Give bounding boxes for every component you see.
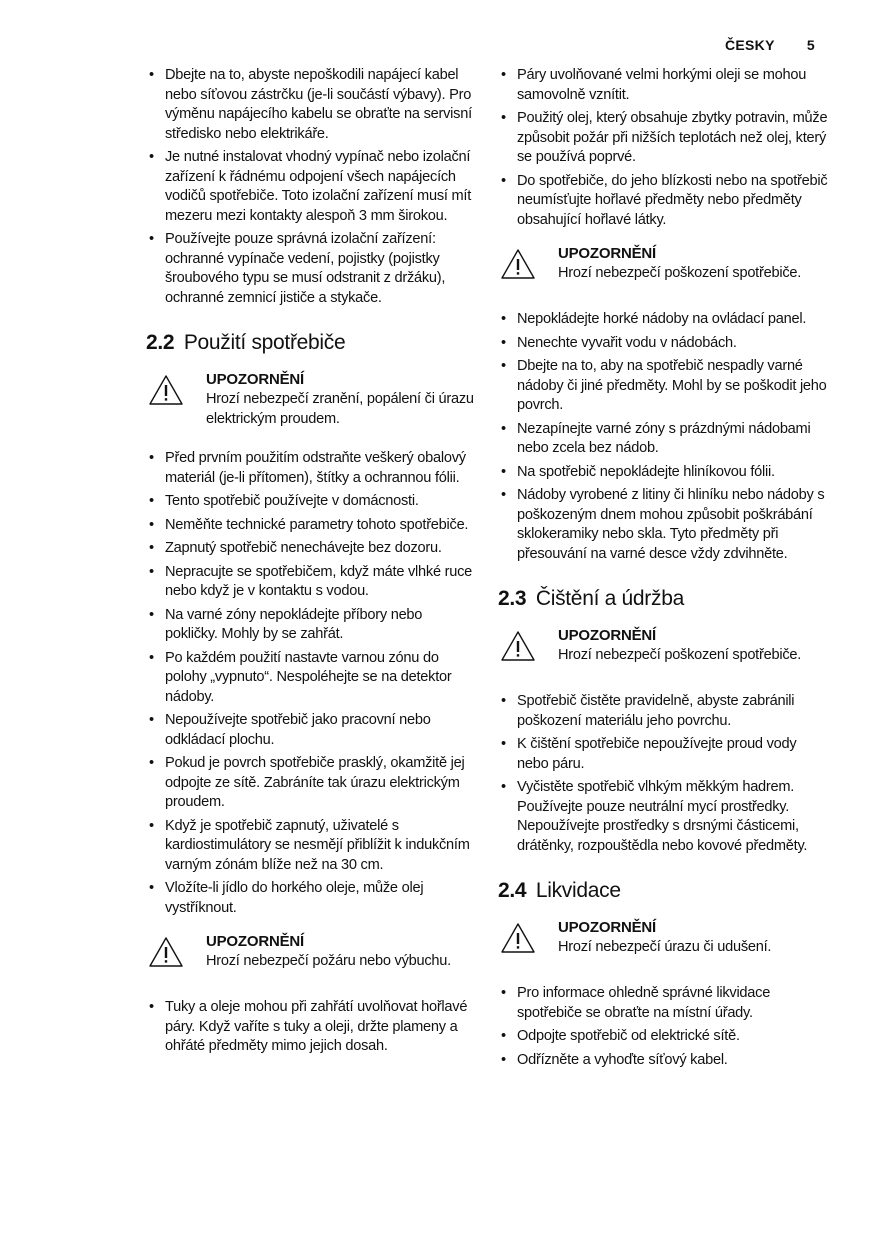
oil-continued-list xyxy=(498,66,828,230)
warning-triangle-icon xyxy=(500,248,536,280)
list-item: • K čištění spotřebiče nepoužívejte proud vody nebo páru. xyxy=(498,735,828,774)
warning-text: Hrozí nebezpečí poškození spotřebiče. xyxy=(558,647,802,663)
list-item: • Odřízněte a vyhoďte síťový kabel. xyxy=(498,1051,828,1071)
section-heading-2-2 xyxy=(146,330,476,356)
list-item: • Použitý olej, který obsahuje zbytky potravin, může způsobit požár při nižších teplotách než olej, který se používá poprvé. xyxy=(498,109,828,168)
language-label: ČESKY xyxy=(724,37,775,53)
warning-title: UPOZORNĚNÍ xyxy=(558,245,657,262)
warning-text: Hrozí nebezpečí poškození spotřebiče. xyxy=(558,265,802,281)
list-item: • Když je spotřebič zapnutý, uživatelé s kardiostimulátory se nesmějí přiblížit k indukčním varným zónám blíže než na 30 cm. xyxy=(146,817,476,876)
list-item: • Tuky a oleje mohou při zahřátí uvolňovat hořlavé páry. Když vaříte s tuky a oleji, držte plameny a ohřáté předměty mimo jejich dosah. xyxy=(146,998,476,1057)
list-item: • Nepracujte se spotřebičem, když máte vlhké ruce nebo když je v kontaktu s vodou. xyxy=(146,563,476,602)
list-item: • Pro informace ohledně správné likvidace spotřebiče se obraťte na místní úřady. xyxy=(498,984,828,1023)
section-title: Likvidace xyxy=(535,879,621,902)
list-item: • Nenechte vyvařit vodu v nádobách. xyxy=(498,334,828,354)
warning-title: UPOZORNĚNÍ xyxy=(558,919,657,936)
right-column xyxy=(498,66,828,1074)
list-item: • Vložíte-li jídlo do horkého oleje, může olej vystříknout. xyxy=(146,879,476,918)
warning-text: Hrozí nebezpečí zranění, popálení či úrazu elektrickým proudem. xyxy=(206,391,474,427)
list-item: • Do spotřebiče, do jeho blízkosti nebo na spotřebič neumísťujte hořlavé předměty nebo předměty obsahující hořlavé látky. xyxy=(498,172,828,231)
list-item: • Spotřebič čistěte pravidelně, abyste zabránili poškození materiálu jeho povrchu. xyxy=(498,692,828,731)
warning-box xyxy=(146,370,476,429)
section-title: Použití spotřebiče xyxy=(183,331,346,354)
warning-triangle-icon xyxy=(148,936,184,968)
usage-continued-list xyxy=(498,310,828,564)
list-item: • Na varné zóny nepokládejte příbory nebo pokličky. Mohly by se zahřát. xyxy=(146,606,476,645)
list-item: • Nádoby vyrobené z litiny či hliníku nebo nádoby s poškozeným dnem mohou způsobit poškrábání sklokeramiky nebo skla. Tyto předměty při přesouvání na varné desce vždy zdvihněte. xyxy=(498,486,828,564)
list-item: • Je nutné instalovat vhodný vypínač nebo izolační zařízení k řádnému odpojení všech napájecích vodičů spotřebiče. Toto izolační zařízení musí mít mezeru mezi kontakty alespoň 3 mm širokou. xyxy=(146,148,476,226)
warning-triangle-icon xyxy=(148,374,184,406)
warning-triangle-icon xyxy=(500,922,536,954)
list-item: • Tento spotřebič používejte v domácnosti. xyxy=(146,492,476,512)
warning-title: UPOZORNĚNÍ xyxy=(558,627,657,644)
intro-list xyxy=(146,66,476,308)
list-item: • Pokud je povrch spotřebiče prasklý, okamžitě jej odpojte ze sítě. Zabráníte tak úrazu elektrickým proudem. xyxy=(146,754,476,813)
list-item: • Odpojte spotřebič od elektrické sítě. xyxy=(498,1027,828,1047)
list-item: • Po každém použití nastavte varnou zónu do polohy „vypnuto“. Nespoléhejte se na detektor nádoby. xyxy=(146,649,476,708)
warning-box xyxy=(498,918,828,964)
warning-text: Hrozí nebezpečí požáru nebo výbuchu. xyxy=(206,953,451,969)
warning-box xyxy=(498,244,828,290)
warning-title: UPOZORNĚNÍ xyxy=(206,933,305,950)
section-heading-2-4 xyxy=(498,878,828,904)
disposal-list xyxy=(498,984,828,1070)
usage-list xyxy=(146,449,476,918)
list-item: • Nepoužívejte spotřebič jako pracovní nebo odkládací plochu. xyxy=(146,711,476,750)
list-item: • Na spotřebič nepokládejte hliníkovou fólii. xyxy=(498,463,828,483)
warning-box xyxy=(498,626,828,672)
list-item: • Dbejte na to, aby na spotřebič nespadly varné nádoby či jiné předměty. Mohl by se poškodit jeho povrch. xyxy=(498,357,828,416)
list-item: • Nepokládejte horké nádoby na ovládací panel. xyxy=(498,310,828,330)
section-heading-2-3 xyxy=(498,586,828,612)
list-item: • Neměňte technické parametry tohoto spotřebiče. xyxy=(146,516,476,536)
list-item: • Používejte pouze správná izolační zařízení: ochranné vypínače vedení, pojistky (pojistky šroubového typu se musí odstranit z držáku), ochranné zemnicí jističe a stykače. xyxy=(146,230,476,308)
list-item: • Vyčistěte spotřebič vlhkým měkkým hadrem. Používejte pouze neutrální mycí prostředky. Nepoužívejte prostředky s drsnými částicemi, drátěnky, rozpouštědla nebo kovové předměty. xyxy=(498,778,828,856)
page-number: 5 xyxy=(806,37,815,53)
warning-triangle-icon xyxy=(500,630,536,662)
section-number: 2.2 xyxy=(146,331,175,354)
warning-box xyxy=(146,932,476,978)
page-header xyxy=(725,37,815,53)
warning-title: UPOZORNĚNÍ xyxy=(206,371,305,388)
oil-list xyxy=(146,998,476,1057)
section-title: Čištění a údržba xyxy=(535,587,684,610)
warning-text: Hrozí nebezpečí úrazu či udušení. xyxy=(558,939,772,955)
list-item: • Dbejte na to, abyste nepoškodili napájecí kabel nebo síťovou zástrčku (je-li součástí výbavy). Pro výměnu napájecího kabelu se obraťte na servisní středisko nebo elektrikáře. xyxy=(146,66,476,144)
list-item: • Před prvním použitím odstraňte veškerý obalový materiál (je-li přítomen), štítky a ochrannou fólii. xyxy=(146,449,476,488)
cleaning-list xyxy=(498,692,828,856)
section-number: 2.3 xyxy=(498,587,527,610)
list-item: • Zapnutý spotřebič nenechávejte bez dozoru. xyxy=(146,539,476,559)
section-number: 2.4 xyxy=(498,879,527,902)
list-item: • Nezapínejte varné zóny s prázdnými nádobami nebo zcela bez nádob. xyxy=(498,420,828,459)
left-column xyxy=(146,66,476,1061)
list-item: • Páry uvolňované velmi horkými oleji se mohou samovolně vznítit. xyxy=(498,66,828,105)
